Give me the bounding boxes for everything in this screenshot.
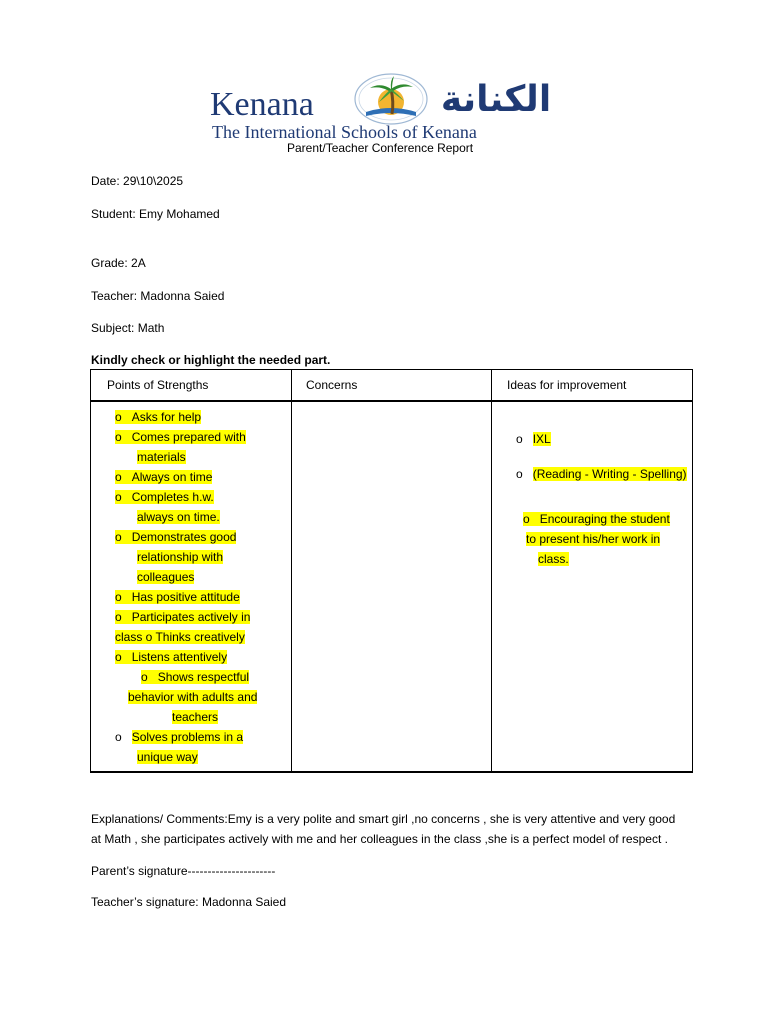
list-item: o Completes h.w. <box>115 489 214 504</box>
list-item-continued: unique way <box>137 749 198 764</box>
ideas-cell <box>492 401 693 772</box>
concerns-cell <box>292 401 492 772</box>
palm-tree-emblem <box>352 72 430 126</box>
header-strengths: Points of Strengths <box>107 377 209 392</box>
list-item-continued: class. <box>538 551 569 566</box>
logo-name-ar: الكنانة <box>440 79 552 120</box>
list-item: o Always on time <box>115 469 213 484</box>
table-body-row <box>91 401 693 772</box>
teacher-field: Teacher: Madonna Saied <box>91 289 225 303</box>
student-field: Student: Emy Mohamed <box>91 207 220 221</box>
list-item-continued: colleagues <box>137 569 195 584</box>
list-item-continued: behavior with adults and <box>128 689 258 704</box>
list-item: o Comes prepared with <box>115 429 246 444</box>
instruction-text: Kindly check or highlight the needed part. <box>91 353 331 367</box>
parent-signature: Parent’s signature---------------------- <box>91 864 276 878</box>
list-item: o Demonstrates good <box>115 529 237 544</box>
subject-field: Subject: Math <box>91 321 165 335</box>
conference-table <box>90 369 693 773</box>
grade-field: Grade: 2A <box>91 256 146 270</box>
teacher-signature: Teacher’s signature: Madonna Saied <box>91 895 287 909</box>
list-item-continued: teachers <box>172 709 219 724</box>
comments-line-1: Explanations/ Comments:Emy is a very polite and smart girl ,no concerns , she is very attentive and very good <box>91 812 676 826</box>
logo-subtitle: The International Schools of Kenana <box>212 122 477 142</box>
table-header-row <box>91 370 693 401</box>
header-concerns: Concerns <box>306 377 358 392</box>
list-item: o (Reading - Writing - Spelling) <box>516 466 687 481</box>
report-title: Parent/Teacher Conference Report <box>287 141 474 155</box>
strengths-cell <box>91 401 292 772</box>
list-item-continued: class o Thinks creatively <box>115 629 245 644</box>
list-item-continued: always on time. <box>137 509 220 524</box>
list-item: o Listens attentively <box>115 649 228 664</box>
list-item-continued: relationship with <box>137 549 224 564</box>
list-item: o Encouraging the student <box>523 511 670 526</box>
list-item: o Solves problems in a <box>115 729 244 744</box>
list-item: o Shows respectful <box>141 669 250 684</box>
logo-name-en: Kenana <box>210 86 314 123</box>
list-item: o IXL <box>516 431 551 446</box>
date-field: Date: 29\10\2025 <box>91 174 184 188</box>
header-ideas: Ideas for improvement <box>507 377 627 392</box>
list-item: o Asks for help <box>115 409 202 424</box>
list-item-continued: to present his/her work in <box>526 531 661 546</box>
list-item-continued: materials <box>137 449 186 464</box>
list-item: o Participates actively in <box>115 609 251 624</box>
comments-line-2: at Math , she participates actively with me and her colleagues in the class ,she is a perfect model of respect . <box>91 832 668 846</box>
list-item: o Has positive attitude <box>115 589 240 604</box>
